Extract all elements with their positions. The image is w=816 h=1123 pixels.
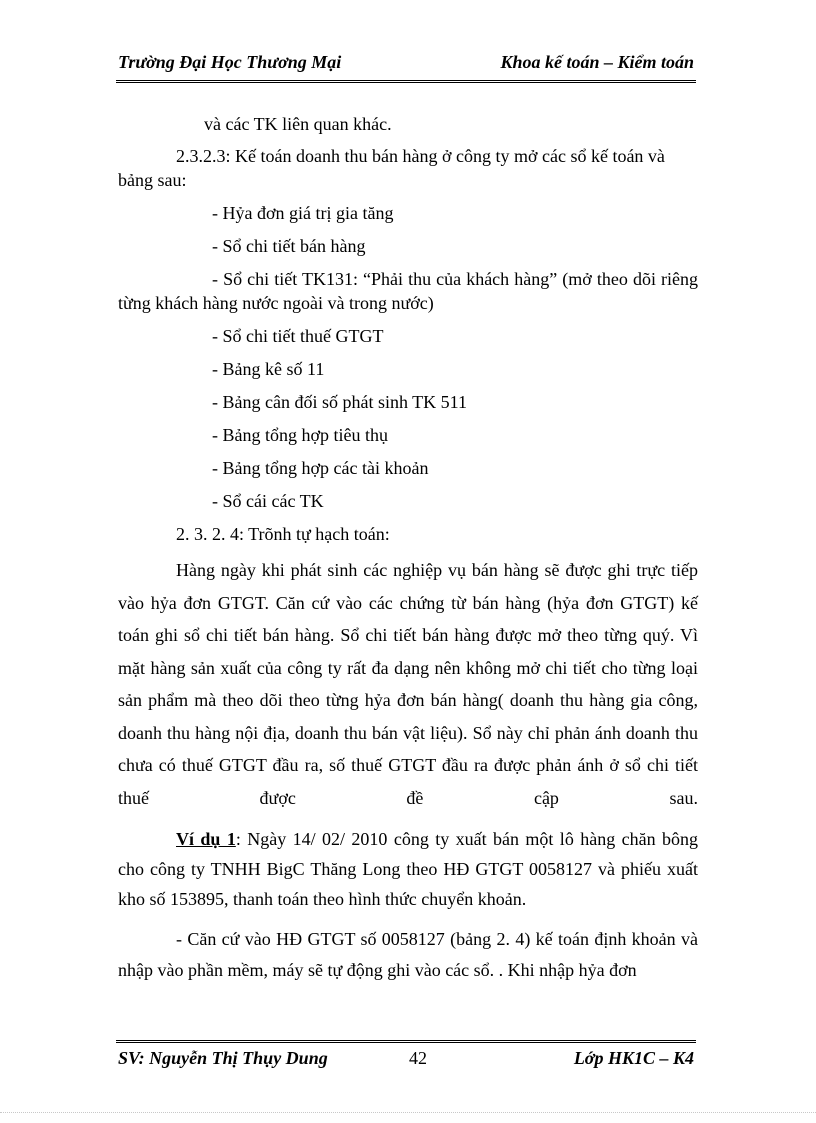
list-item: - Bảng cân đối số phát sinh TK 511 (212, 392, 467, 412)
section-heading-2324: 2. 3. 2. 4: Trõnh tự hạch toán: (176, 524, 390, 544)
example-label: Ví dụ 1 (176, 829, 236, 849)
page-number: 42 (409, 1048, 427, 1068)
page-content (118, 112, 698, 986)
list-item: - Hỷa đơn giá trị gia tăng (212, 203, 394, 223)
intro-line: và các TK liên quan khác. (204, 114, 392, 134)
page-footer (118, 1048, 694, 1072)
page-bottom-border (0, 1112, 816, 1113)
header-school-name: Trường Đại Học Thương Mại (118, 52, 342, 72)
list-item: - Bảng tổng hợp các tài khoản (212, 458, 429, 478)
step-paragraph: - Căn cứ vào HĐ GTGT số 0058127 (bảng 2. 4) kế toán định khoản và nhập vào phần mềm, máy sẽ tự động ghi vào các sổ. . Khi nhập hỷa đơn (118, 929, 698, 980)
body-paragraph: Hàng ngày khi phát sinh các nghiệp vụ bán hàng sẽ được ghi trực tiếp vào hỷa đơn GTGT. Căn cứ vào các chứng từ bán hàng (hỷa đơn GTGT) kế toán ghi sổ chi tiết bán hàng. Sổ chi tiết bán hàng được mở theo từng quý. Vì mặt hàng sản xuất của công ty rất đa dạng nên không mở chi tiết cho từng loại sản phẩm mà theo dõi theo từng hỷa đơn bán hàng( doanh thu hàng gia công, doanh thu hàng nội địa, doanh thu bán vật liệu). Sổ này chỉ phản ánh doanh thu chưa có thuế GTGT đầu ra, số thuế GTGT đầu ra được phản ánh ở sổ chi tiết thuế được đề cập sau. (118, 560, 698, 808)
list-item: - Sổ chi tiết thuế GTGT (212, 326, 384, 346)
example-text: : Ngày 14/ 02/ 2010 công ty xuất bán một lô hàng chăn bông cho công ty TNHH BigC Thăng Long theo HĐ GTGT 0058127 và phiếu xuất kho số 153895, thanh toán theo hình thức chuyển khoản. (118, 829, 698, 909)
list-item: - Sổ chi tiết TK131: “Phải thu của khách hàng” (mở theo dõi riêng từng khách hàng nước ngoài và trong nước) (118, 269, 698, 313)
footer-class-name: Lớp HK1C – K4 (573, 1048, 694, 1068)
list-item: - Bảng tổng hợp tiêu thụ (212, 425, 389, 445)
page-header (118, 52, 694, 76)
example-paragraph (118, 824, 698, 914)
header-divider (116, 80, 696, 83)
footer-student-name: SV: Nguyễn Thị Thụy Dung (118, 1048, 328, 1068)
header-faculty-name: Khoa kế toán – Kiểm toán (500, 52, 694, 72)
list-item: - Sổ chi tiết bán hàng (212, 236, 366, 256)
list-item: - Sổ cái các TK (212, 491, 324, 511)
list-item: - Bảng kê số 11 (212, 359, 325, 379)
footer-divider (116, 1040, 696, 1043)
section-heading-2323: 2.3.2.3: Kế toán doanh thu bán hàng ở công ty mở các sổ kế toán và bảng sau: (118, 146, 665, 190)
